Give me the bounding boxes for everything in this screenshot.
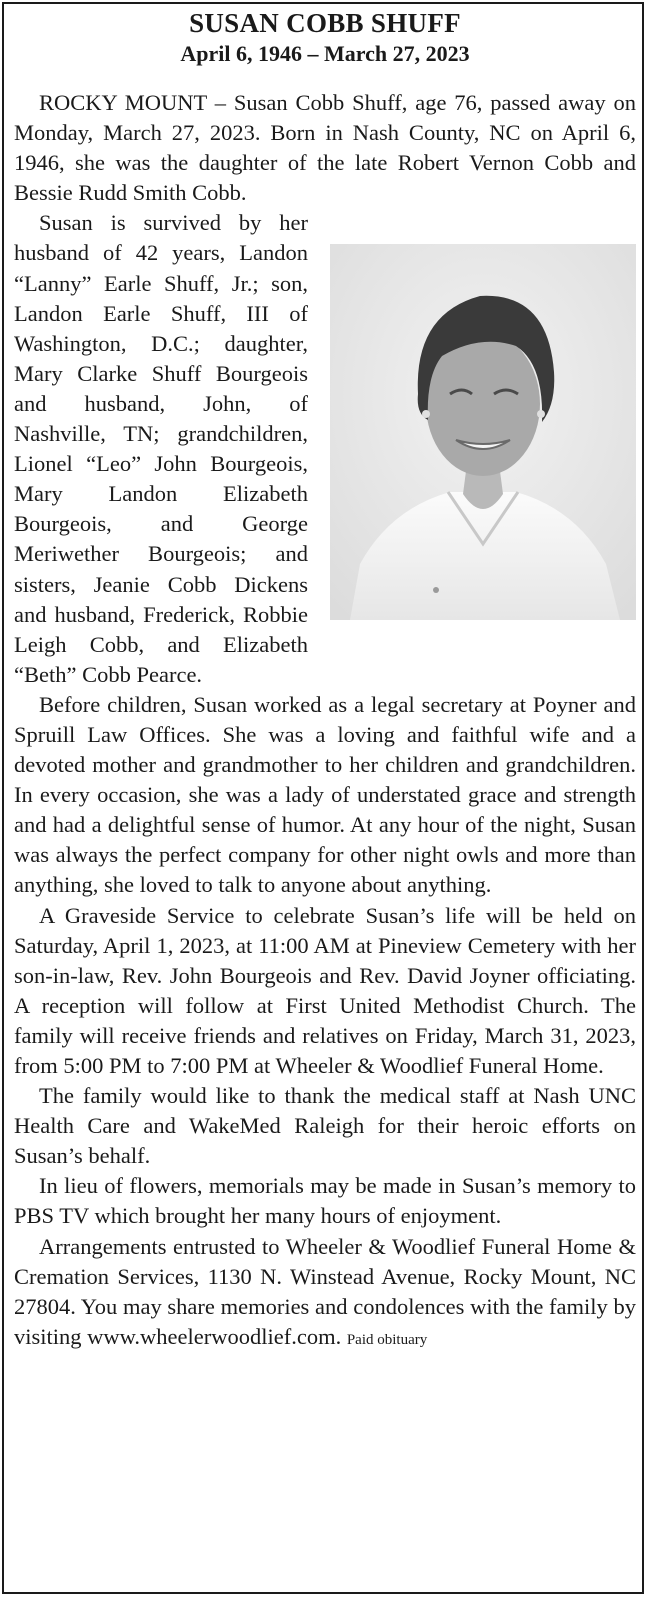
life-dates: April 6, 1946 – March 27, 2023 (180, 41, 470, 66)
paragraph-thanks: The family would like to thank the medical staff at Nash UNC Health Care and WakeMed Raleigh for their heroic efforts on Susan’s behalf. (14, 1083, 636, 1169)
paid-obituary-credit: Paid obituary (346, 1331, 428, 1348)
paragraph-service: A Graveside Service to celebrate Susan’s life will be held on Saturday, April 1, 2023, at 11:00 AM at Pineview Cemetery with her son-in-law, Rev. John Bourgeois and Rev. David Joyner officiating. A reception will follow at First United Methodist Church. The family will receive friends and relatives on Friday, March 31, 2023, from 5:00 PM to 7:00 PM at Wheeler & Woodlief Funeral Home. (14, 902, 636, 1078)
paragraph-life: Before children, Susan worked as a legal secretary at Poyner and Spruill Law Offices. She was a loving and faithful wife and a devoted mother and grandmother to her children and grandchildren. In every occasion, she was a lady of understated grace and strength and had a delightful sense of humor. At any hour of the night, Susan was always the perfect company for other night owls and more than anything, she loved to talk to anyone about anything. (14, 691, 636, 898)
portrait-photo-container (326, 211, 636, 656)
paragraph-survivors: Susan is survived by her husband of 42 years, Landon “Lanny” Earle Shuff, Jr.; son, Landon Earle Shuff, III of Washington, D.C.; daughter, Mary Clarke Shuff Bourgeois and husband, John, of Nashville, TN; grandchildren, Lionel “Leo” John Bourgeois, Mary Landon Elizabeth Bourgeois, and George Meriwether Bourgeois; and sisters, Jeanie Cobb Dickens and husband, Frederick, Robbie Leigh Cobb, and Elizabeth “Beth” Cobb Pearce. (14, 210, 308, 687)
portrait-photo (330, 244, 636, 620)
deceased-name: SUSAN COBB SHUFF (189, 8, 461, 38)
paragraph-intro: ROCKY MOUNT – Susan Cobb Shuff, age 76, passed away on Monday, March 27, 2023. Born in Nash County, NC on April 6, 1946, she was the daughter of the late Robert Vernon Cobb and Bessie Rudd Smith Cobb. (14, 90, 636, 206)
paragraph-memorials: In lieu of flowers, memorials may be made in Susan’s memory to PBS TV which brought her many hours of enjoyment. (14, 1173, 636, 1229)
paragraph-arrangements (14, 1232, 636, 1355)
portrait-photo-icon (330, 244, 636, 620)
obituary (14, 6, 636, 1355)
arrangements-text: Arrangements entrusted to Wheeler & Woodlief Funeral Home & Cremation Services, 1130 N. Winstead Avenue, Rocky Mount, NC 27804. You may share memories and condolences with the family by visiting www.wheelerwoodlief.com. (14, 1233, 636, 1349)
obituary-body (14, 88, 636, 1355)
